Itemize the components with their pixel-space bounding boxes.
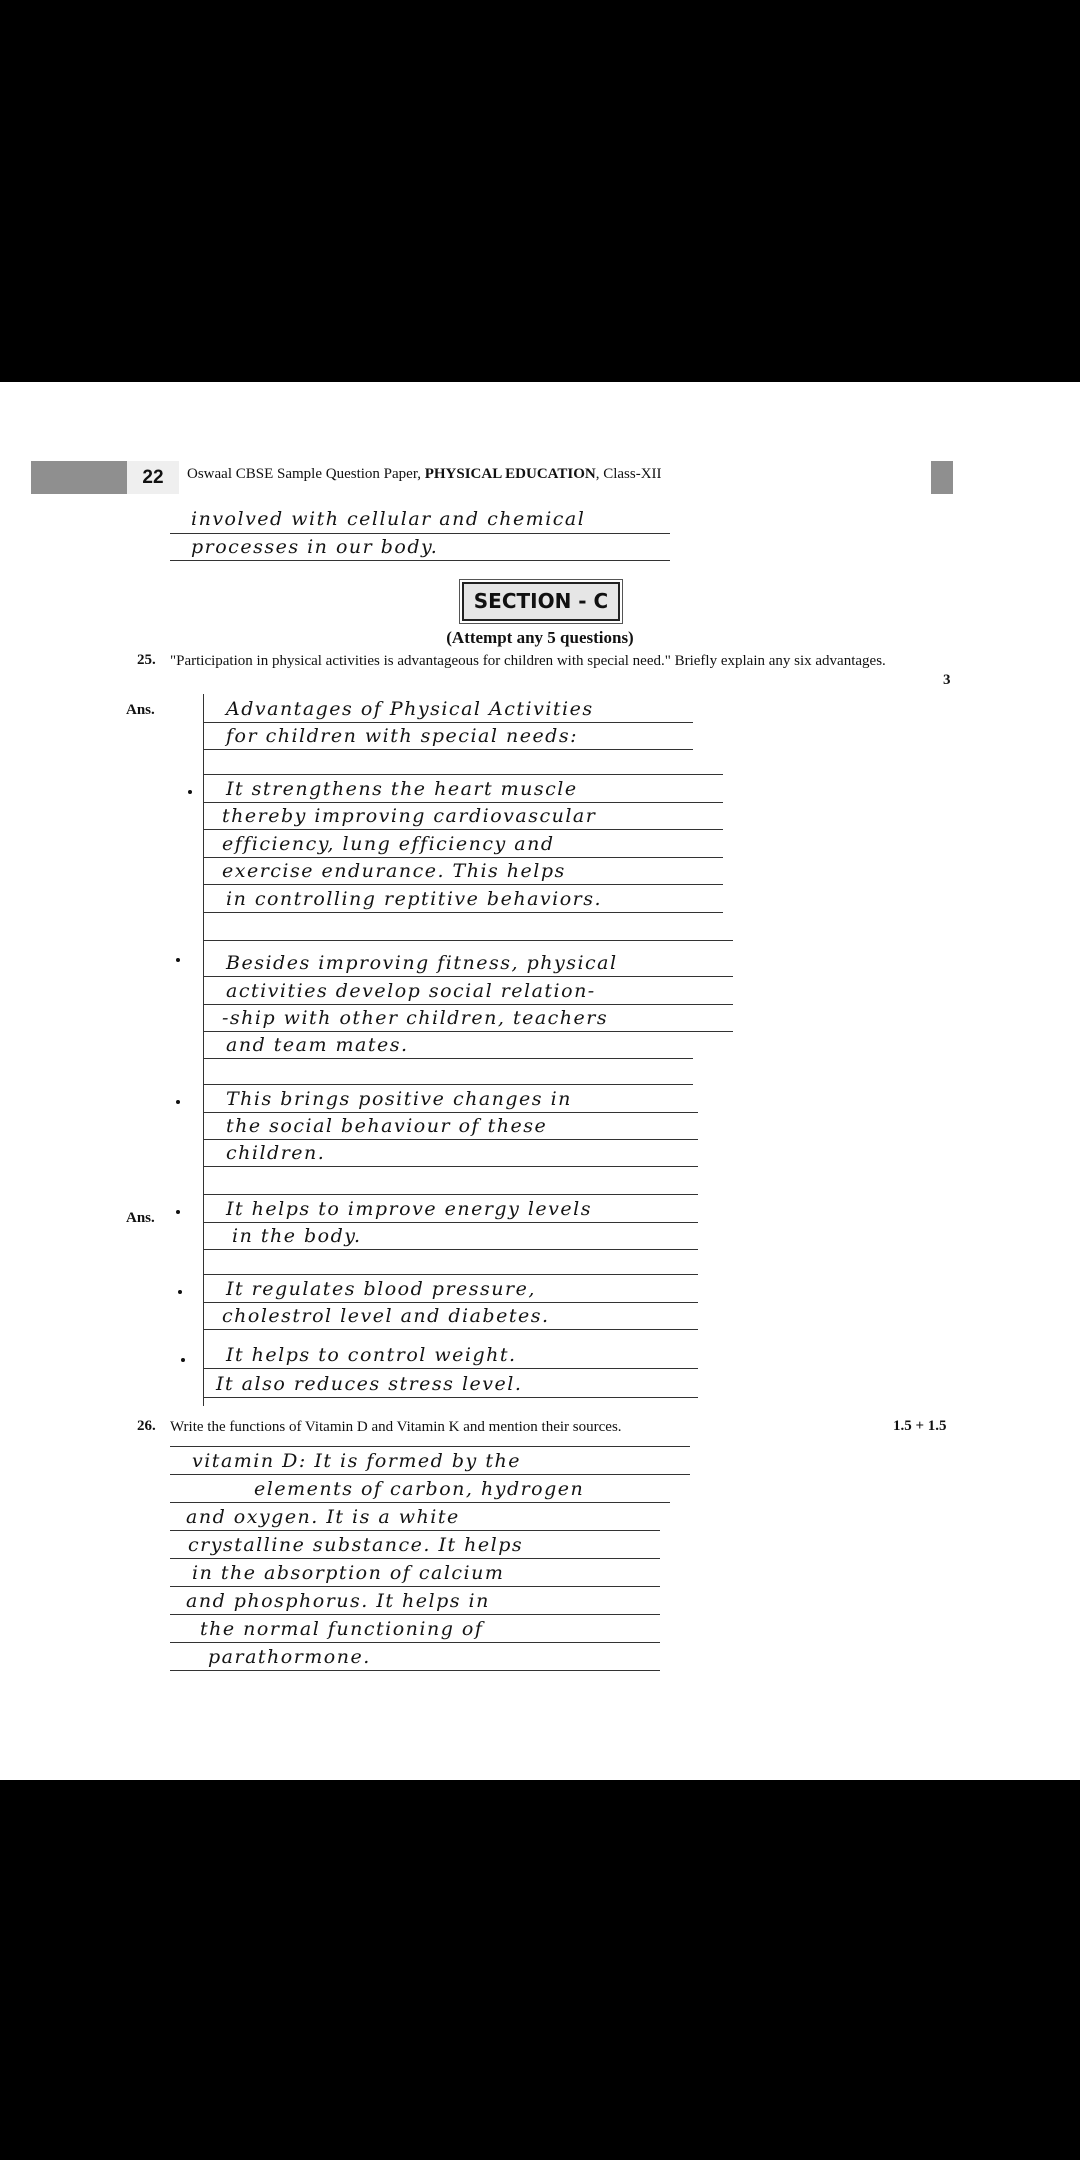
point-line: It regulates blood pressure,: [226, 1278, 536, 1300]
carryover-line: involved with cellular and chemical: [191, 508, 586, 530]
point-line: activities develop social relation-: [226, 980, 596, 1002]
ruled-line: [170, 560, 670, 561]
point-line: It helps to improve energy levels: [226, 1198, 592, 1220]
ruled-line: [203, 722, 693, 723]
point-line: Besides improving fitness, physical: [226, 952, 618, 974]
ruled-line: [170, 1670, 660, 1671]
ruled-line: [203, 1031, 733, 1032]
question-25-number: 25.: [137, 652, 156, 668]
point-line: efficiency, lung efficiency and: [222, 833, 555, 855]
point-line: -ship with other children, teachers: [222, 1007, 609, 1029]
question-26-marks: 1.5 + 1.5: [893, 1418, 947, 1434]
ruled-line: [203, 912, 723, 913]
ruled-line: [203, 1058, 693, 1059]
ruled-line: [203, 1368, 698, 1369]
ruled-line: [170, 533, 670, 534]
page-number: 22: [127, 461, 179, 494]
point-line: thereby improving cardiovascular: [222, 805, 597, 827]
ruled-line: [203, 774, 723, 775]
bullet-point: [176, 1210, 180, 1214]
header-title: [187, 466, 662, 483]
header-title-suffix: , Class-XII: [595, 466, 662, 482]
ruled-line: [170, 1614, 660, 1615]
header-title-prefix: Oswaal CBSE Sample Question Paper,: [187, 466, 425, 482]
answer-label: Ans.: [126, 702, 155, 718]
point-line: and team mates.: [226, 1034, 409, 1056]
ruled-line: [170, 1558, 660, 1559]
bullet-point: [188, 790, 192, 794]
question-25-marks: 3: [943, 672, 951, 688]
answer-line: in the absorption of calcium: [192, 1562, 505, 1584]
header-gray-block: [31, 461, 127, 494]
ruled-line: [203, 1274, 698, 1275]
ruled-line: [170, 1530, 660, 1531]
ruled-line: [203, 749, 693, 750]
ruled-line: [203, 1249, 698, 1250]
ruled-line: [203, 829, 723, 830]
bullet-point: [178, 1290, 182, 1294]
ruled-line: [203, 1139, 698, 1140]
ruled-line: [203, 1004, 733, 1005]
ruled-line: [203, 1397, 698, 1398]
ruled-line: [203, 976, 733, 977]
answer-line: and oxygen. It is a white: [186, 1506, 460, 1528]
answer-line: elements of carbon, hydrogen: [254, 1478, 585, 1500]
answer-line: vitamin D: It is formed by the: [192, 1450, 521, 1472]
question-26-number: 26.: [137, 1418, 156, 1434]
bullet-point: [181, 1358, 185, 1362]
ruled-line: [170, 1502, 670, 1503]
ruled-line: [170, 1586, 660, 1587]
ruled-line: [203, 1112, 698, 1113]
section-title: SECTION - C: [462, 582, 620, 621]
point-line: This brings positive changes in: [226, 1088, 572, 1110]
ruled-line: [170, 1474, 690, 1475]
margin-line: [203, 694, 204, 1406]
point-line: It helps to control weight.: [226, 1344, 517, 1366]
answer-line: parathormone.: [208, 1646, 371, 1668]
point-line: It also reduces stress level.: [216, 1373, 523, 1395]
point-line: It strengthens the heart muscle: [226, 778, 578, 800]
answer-heading-line: Advantages of Physical Activities: [226, 698, 594, 720]
ruled-line: [203, 1166, 698, 1167]
ruled-line: [170, 1446, 690, 1447]
point-line: exercise endurance. This helps: [222, 860, 566, 882]
ruled-line: [170, 1642, 660, 1643]
point-line: in controlling reptitive behaviors.: [226, 888, 603, 910]
ruled-line: [203, 1302, 698, 1303]
ruled-line: [203, 1084, 693, 1085]
ruled-line: [203, 857, 723, 858]
ruled-line: [203, 884, 723, 885]
ruled-line: [203, 1222, 698, 1223]
answer-line: and phosphorus. It helps in: [186, 1590, 490, 1612]
point-line: the social behaviour of these: [226, 1115, 548, 1137]
question-26-text: Write the functions of Vitamin D and Vitamin K and mention their sources.: [170, 1419, 622, 1435]
section-instruction: (Attempt any 5 questions): [446, 628, 634, 647]
ruled-line: [203, 940, 733, 941]
ruled-line: [203, 1194, 698, 1195]
answer-heading-line: for children with special needs:: [226, 725, 578, 747]
point-line: in the body.: [232, 1225, 362, 1247]
answer-label-second: Ans.: [126, 1210, 155, 1226]
header-title-subject: PHYSICAL EDUCATION: [424, 466, 596, 482]
answer-line: the normal functioning of: [200, 1618, 484, 1640]
question-25-text: "Participation in physical activities is advantageous for children with special need." Briefly explain any six advantages.: [170, 653, 886, 669]
point-line: children.: [226, 1142, 326, 1164]
carryover-line: processes in our body.: [191, 536, 439, 558]
answer-sheet-page: [0, 382, 1080, 1780]
point-line: cholestrol level and diabetes.: [222, 1305, 550, 1327]
answer-line: crystalline substance. It helps: [188, 1534, 524, 1556]
bullet-point: [176, 1100, 180, 1104]
header-right-block: [931, 461, 953, 494]
bullet-point: [176, 958, 180, 962]
ruled-line: [203, 1329, 698, 1330]
ruled-line: [203, 802, 723, 803]
